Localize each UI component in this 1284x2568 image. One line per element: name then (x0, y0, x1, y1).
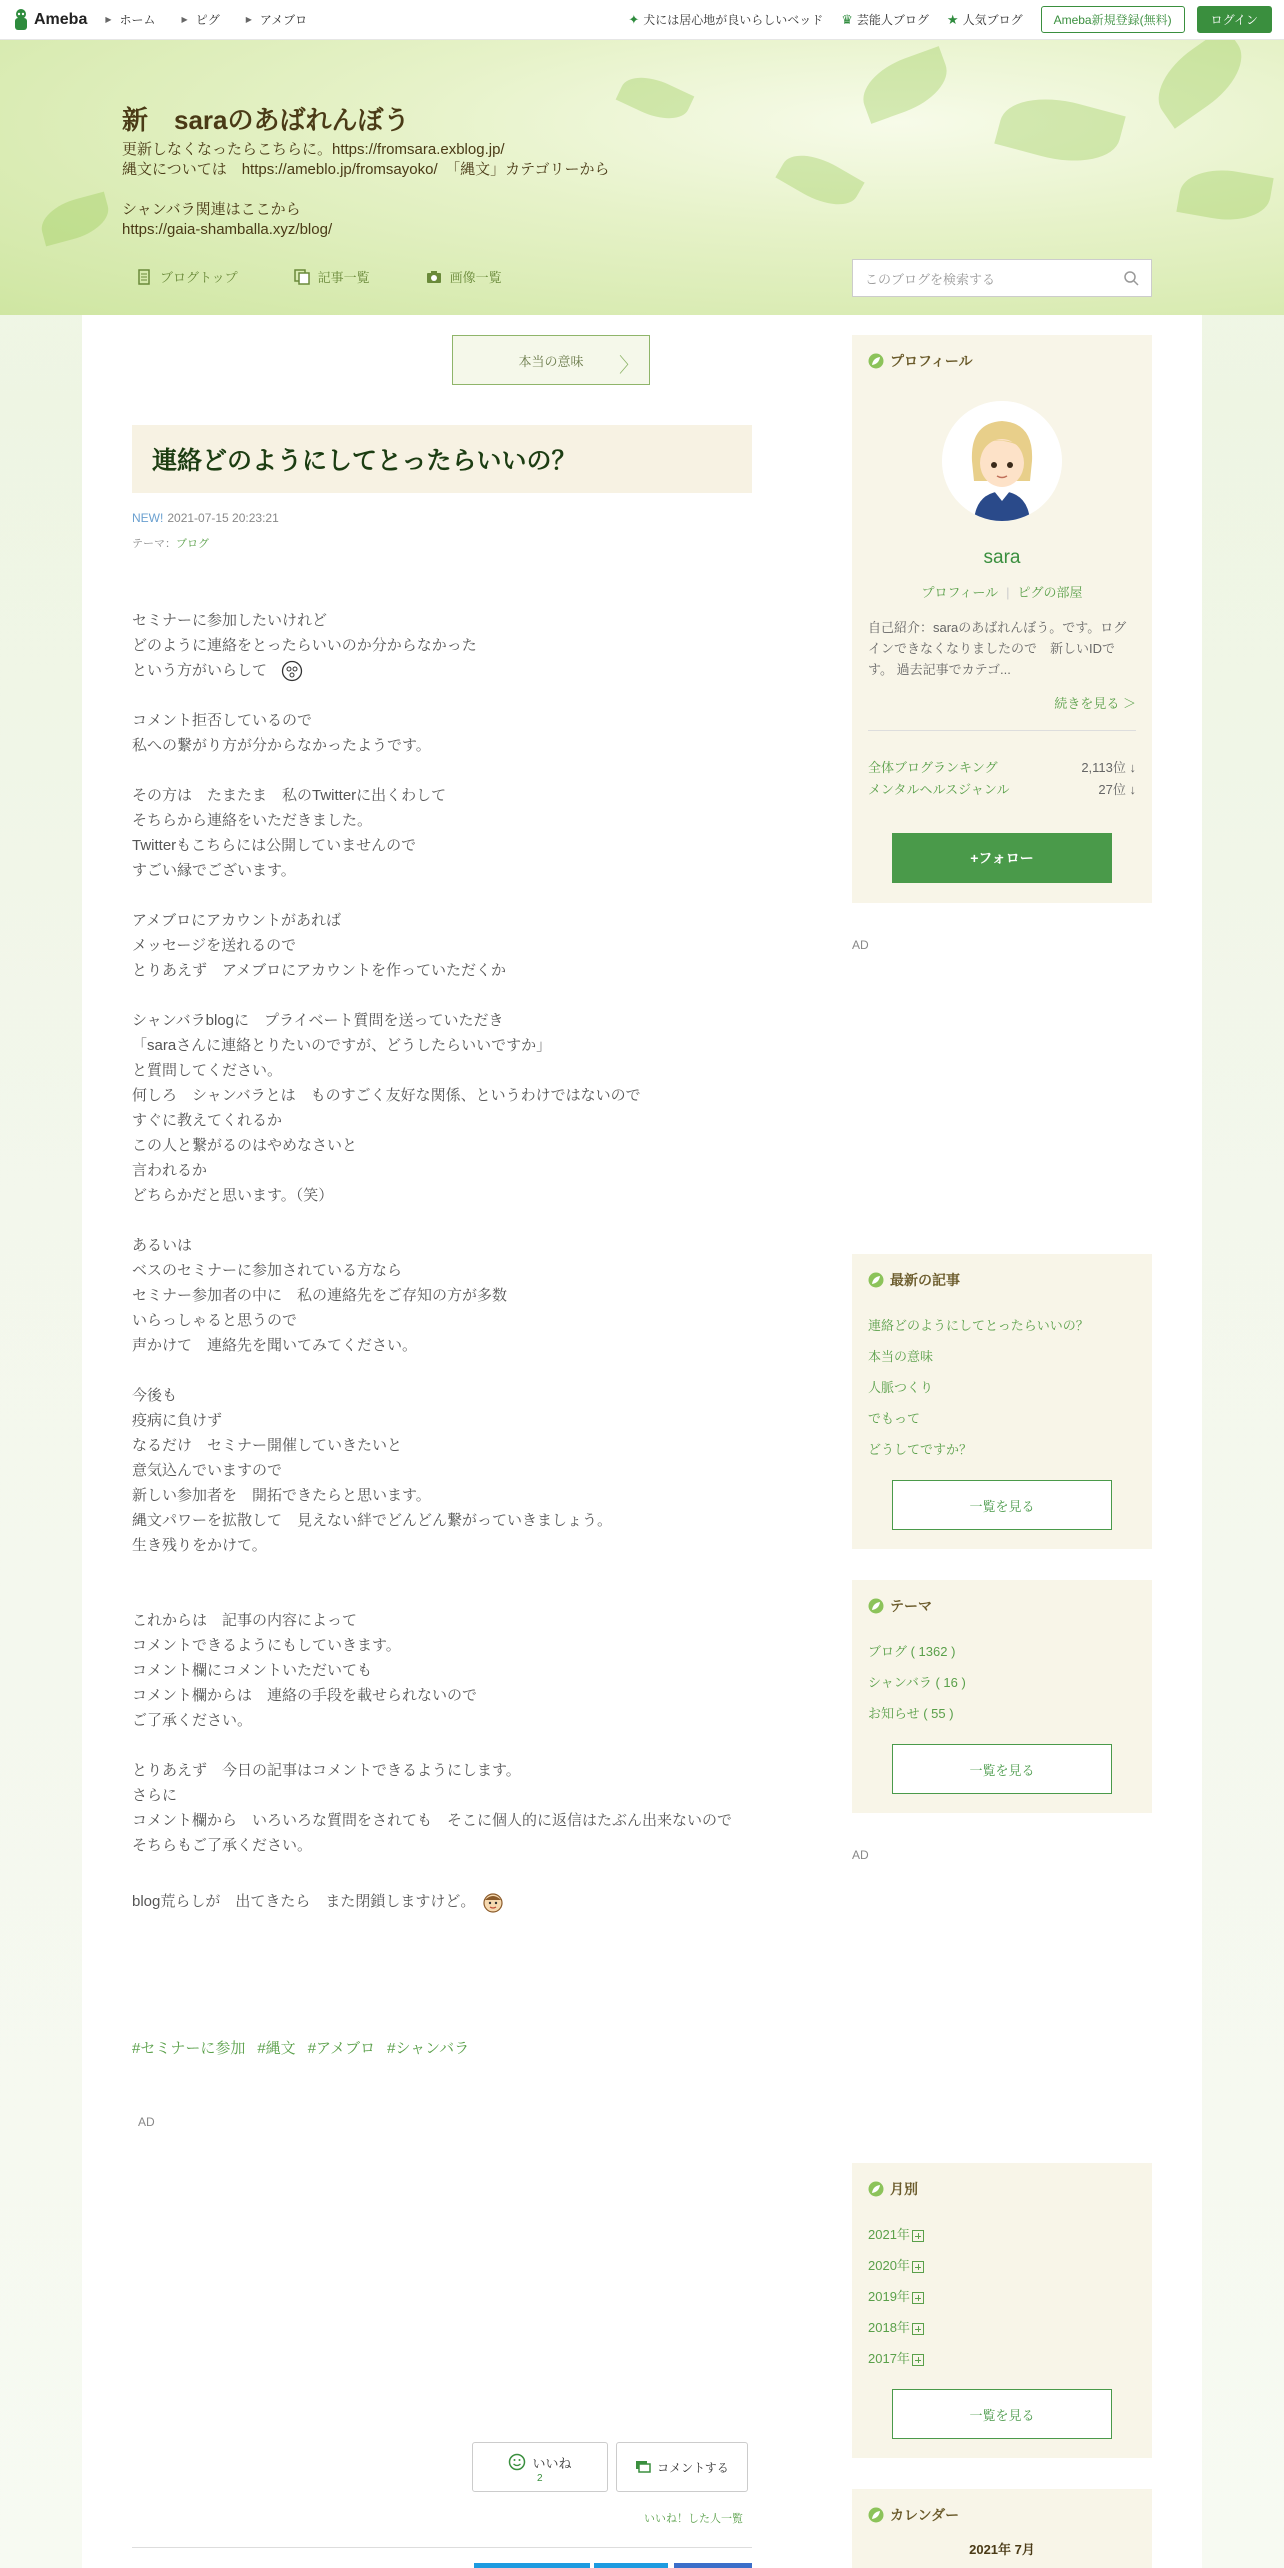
paragraph-line (132, 833, 772, 858)
monthly-archive-widget (852, 2163, 1152, 2458)
blog-header (0, 40, 1284, 315)
paragraph-line (132, 1333, 772, 1358)
ranking-value: 27位 ↓ (1098, 782, 1136, 797)
paragraph-text: とりあえず 今日の記事はコメントできるようにします。 (132, 1762, 521, 1779)
paragraph-line (132, 1408, 772, 1433)
paragraph-text: 縄文パワーを拡散して 見えない絆でどんどん繋がっていきましょう。 (132, 1512, 613, 1529)
paragraph-text: どちらかだと思います。（笑） (132, 1187, 334, 1204)
calendar-month: 2021年 7月 (969, 2542, 1035, 2557)
list-item[interactable]: 連絡どのようにしてとったらいいの？ (868, 1318, 1089, 1333)
leaf-decoration (616, 67, 695, 129)
paragraph-text: 意気込んでいますので (132, 1462, 283, 1479)
expand-icon[interactable] (912, 2230, 924, 2242)
share-button-twitter[interactable] (474, 2563, 590, 2568)
paragraph-text: シャンバラblogに プライベート質問を送っていただき (132, 1012, 504, 1029)
year-label: 2019年 (868, 2289, 910, 2304)
desc-line: シャンバラ関連はここから (122, 201, 301, 218)
list-item[interactable] (868, 2281, 924, 2312)
paragraph-text: セミナー参加者の中に 私の連絡先をご存知の方が多数 (132, 1287, 508, 1304)
global-nav (105, 11, 333, 28)
ranking-row[interactable] (868, 757, 1136, 776)
leaf-icon (868, 2181, 884, 2197)
comment-icon (635, 2459, 651, 2475)
avatar[interactable] (942, 401, 1062, 521)
list-item[interactable]: お知らせ ( 55 ) (868, 1706, 954, 1721)
paragraph-line (132, 1608, 772, 1633)
paragraph-line (132, 1008, 772, 1033)
paragraph-text: アメブロにアカウントがあれば (132, 912, 341, 929)
themes-list (868, 1636, 966, 1729)
paragraph-line (132, 1483, 772, 1508)
expand-icon[interactable] (912, 2323, 924, 2335)
tab-blog-top[interactable] (136, 267, 238, 286)
paragraph-line (132, 608, 772, 633)
paragraph-line (132, 1108, 772, 1133)
paragraph-text: コメント欄にコメントいただいても (132, 1662, 373, 1679)
chevron-right-icon: 〉 (619, 355, 639, 377)
widget-title (868, 1270, 960, 1290)
leaf-decoration (1176, 163, 1273, 228)
desc-line: 更新しなくなったらこちらに。https://fromsara.exblog.jp/ (122, 141, 505, 158)
paragraph-line (132, 658, 772, 683)
header-links (628, 6, 1284, 33)
article-meta (132, 511, 279, 525)
share-button-line[interactable] (594, 2563, 668, 2568)
paragraph-spacer (132, 1583, 772, 1608)
expand-icon[interactable] (912, 2261, 924, 2273)
leaf-icon (868, 1598, 884, 1614)
camera-icon (426, 269, 442, 285)
article-body (132, 608, 772, 1914)
tab-image-list[interactable] (426, 267, 502, 286)
paragraph-line (132, 1233, 772, 1258)
main-content (82, 315, 1202, 2568)
ameba-logo-icon (12, 8, 30, 32)
paragraph-line (132, 808, 772, 833)
monthly-list (868, 2219, 924, 2374)
paragraph-line (132, 1133, 772, 1158)
paragraph-line (132, 708, 772, 733)
paragraph-text: 生き残りをかけて。 (132, 1537, 267, 1554)
paragraph-line (132, 633, 772, 658)
paragraph-line (132, 1833, 772, 1858)
likers-list-link[interactable]: いいね！した人一覧 (644, 2513, 743, 2525)
link-label: 芸能人ブログ (856, 13, 929, 27)
theme-link[interactable]: ブログ (176, 538, 209, 550)
theme-label: テーマ： (132, 538, 176, 550)
paragraph-text: 今後も (132, 1387, 178, 1404)
login-button[interactable]: ログイン (1197, 6, 1272, 33)
desc-spacer (122, 180, 610, 200)
widget-title (868, 351, 973, 371)
paragraph-text: いらっしゃると思うので (132, 1312, 298, 1329)
paragraph-line (132, 1708, 772, 1733)
recent-posts-widget (852, 1254, 1152, 1549)
list-item[interactable]: でもって (868, 1411, 921, 1426)
paragraph-text: と質問してください。 (132, 1062, 283, 1079)
paragraph-text: その方は たまたま 私のTwitterに出くわして (132, 787, 447, 804)
paragraph-line (132, 1889, 772, 1914)
paragraph-line (132, 1308, 772, 1333)
recent-posts-list (868, 1310, 1089, 1465)
blog-tabs (136, 267, 558, 286)
paragraph-text: すごい縁でございます。 (132, 862, 296, 879)
themes-widget (852, 1580, 1152, 1813)
paragraph-line (132, 1808, 772, 1833)
paragraph-text: ご了承ください。 (132, 1712, 253, 1729)
smile-icon (508, 2453, 526, 2471)
list-item[interactable] (868, 2250, 924, 2281)
paragraph-text: すぐに教えてくれるか (132, 1112, 283, 1129)
surprised-face-icon (281, 660, 303, 682)
link-label: 犬には居心地が良いらしいベッド (643, 13, 824, 27)
share-button-facebook[interactable] (674, 2563, 752, 2568)
hashtag[interactable]: #アメブロ (307, 2040, 376, 2057)
profile-link[interactable]: プロフィール (921, 585, 999, 600)
paragraph-line (132, 1683, 772, 1708)
list-item[interactable] (868, 2343, 924, 2374)
paragraph-spacer (132, 1858, 772, 1883)
see-all-button[interactable]: 一覧を見る (892, 1480, 1112, 1530)
widget-title (868, 2179, 918, 2199)
register-button[interactable]: Ameba新規登録(無料) (1041, 6, 1185, 33)
widget-title-text: プロフィール (890, 353, 973, 369)
paragraph-spacer (132, 758, 772, 783)
nav-pigg[interactable] (182, 11, 220, 28)
expand-icon[interactable] (912, 2354, 924, 2366)
comment-label: コメントする (657, 2460, 729, 2475)
blog-description (122, 140, 610, 240)
paragraph-line (132, 1783, 772, 1808)
leaf-icon (868, 2507, 884, 2523)
paragraph-spacer (132, 1558, 772, 1583)
see-all-button[interactable]: 一覧を見る (892, 1744, 1112, 1794)
paragraph-spacer (132, 983, 772, 1008)
list-item[interactable]: ブログ ( 1362 ) (868, 1644, 956, 1659)
profile-description: 自己紹介：saraのあばれんぼう。です。ログインできなくなりましたので 新しいIDです。 過去記事でカテゴ... (868, 620, 1127, 677)
paragraph-text: とりあえず アメブロにアカウントを作っていただくか (132, 962, 506, 979)
paragraph-text: そちらから連絡をいただきました。 (132, 812, 373, 829)
paragraph-line (132, 1158, 772, 1183)
paragraph-line (132, 1433, 772, 1458)
ranking-value: 2,113位 ↓ (1081, 760, 1136, 775)
blog-search-input[interactable] (852, 259, 1152, 297)
paragraph-line (132, 1183, 772, 1208)
article-datetime: 2021-07-15 20:23:21 (167, 511, 279, 525)
paragraph-line (132, 1258, 772, 1283)
paragraph-line (132, 1533, 772, 1558)
separator: | (1006, 585, 1010, 600)
document-icon (136, 269, 152, 285)
leaf-decoration (1143, 40, 1256, 129)
paragraph-spacer (132, 883, 772, 908)
star-icon: ★ (946, 11, 959, 27)
leaf-decoration (854, 46, 956, 124)
divider (132, 2547, 752, 2548)
sparkle-icon: ✦ (628, 11, 640, 27)
ad-label: AD (852, 1848, 869, 1862)
follow-button[interactable]: +フォロー (892, 833, 1112, 883)
paragraph-text: セミナーに参加したいけれど (132, 612, 328, 629)
logo-text: Ameba (34, 10, 88, 28)
paragraph-line (132, 1083, 772, 1108)
widget-title-text: 月別 (890, 2181, 918, 2197)
popular-blog-link[interactable] (947, 11, 1023, 28)
blog-title[interactable]: 新 saraのあばれんぼう (122, 105, 410, 135)
ranking-row[interactable] (868, 779, 1136, 798)
paragraph-text: ベスのセミナーに参加されている方なら (132, 1262, 403, 1279)
leaf-icon (868, 1272, 884, 1288)
nav-label: アメブロ (259, 13, 308, 27)
nav-ameblo[interactable] (246, 11, 307, 28)
search-icon[interactable] (1123, 270, 1139, 286)
hashtag[interactable]: #縄文 (257, 2040, 296, 2057)
desc-line: 縄文については https://ameblo.jp/fromsayoko/ 「縄文」カテゴリーから (122, 161, 610, 178)
widget-title (868, 2505, 959, 2525)
paragraph-text: なるだけ セミナー開催していきたいと (132, 1437, 403, 1454)
paragraph-text: この人と繋がるのはやめなさいと (132, 1137, 358, 1154)
paragraph-spacer (132, 1208, 772, 1233)
crown-icon: ♛ (841, 11, 853, 27)
prev-article-label: 本当の意味 (518, 353, 584, 369)
widget-title-text: カレンダー (890, 2507, 960, 2523)
copy-icon (294, 269, 310, 285)
triangle-icon: ▶ (245, 15, 252, 24)
paragraph-line (132, 933, 772, 958)
paragraph-line (132, 1758, 772, 1783)
hashtag[interactable]: #セミナーに参加 (132, 2040, 246, 2057)
paragraph-text: 声かけて 連絡先を聞いてみてください。 (132, 1337, 418, 1354)
paragraph-text: Twitterもこちらには公開していませんので (132, 837, 417, 854)
paragraph-line (132, 1058, 772, 1083)
paragraph-line (132, 908, 772, 933)
desc-line: https://gaia-shamballa.xyz/blog/ (122, 221, 333, 238)
profile-widget (852, 335, 1152, 903)
article-theme (132, 535, 209, 551)
paragraph-text: コメント欄から いろいろな質問をされても そこに個人的に返信はたぶん出来ないので (132, 1812, 733, 1829)
divider (868, 730, 1136, 731)
year-label: 2018年 (868, 2320, 910, 2335)
paragraph-spacer (132, 1358, 772, 1383)
previous-article-button[interactable] (452, 335, 650, 385)
link-label: 人気ブログ (962, 13, 1023, 27)
global-header (0, 0, 1284, 40)
paragraph-text: 言われるか (132, 1162, 208, 1179)
paragraph-text: さらに (132, 1787, 178, 1804)
hashtag[interactable]: #シャンバラ (387, 2040, 470, 2057)
paragraph-text: コメント拒否しているので (132, 712, 313, 729)
paragraph-spacer (132, 683, 772, 708)
paragraph-text: コメントできるようにもしていきます。 (132, 1637, 401, 1654)
leaf-decoration (994, 85, 1125, 174)
paragraph-spacer (132, 1733, 772, 1758)
search-placeholder: このブログを検索する (865, 271, 996, 287)
paragraph-text: 新しい参加者を 開拓できたらと思います。 (132, 1487, 431, 1504)
profile-links (852, 582, 1152, 601)
year-label: 2017年 (868, 2351, 910, 2366)
nav-home[interactable] (105, 11, 155, 28)
paragraph-line (132, 1633, 772, 1658)
hashtag-list (132, 2037, 481, 2058)
widget-title (868, 1596, 932, 1616)
paragraph-line (132, 1033, 772, 1058)
tab-article-list[interactable] (294, 267, 370, 286)
article-title[interactable]: 連絡どのようにしてとったらいいの？ (132, 425, 752, 493)
widget-title-text: 最新の記事 (890, 1272, 960, 1288)
paragraph-text: そちらもご了承ください。 (132, 1837, 313, 1854)
read-more-link[interactable]: 続きを見る ＞ (1054, 696, 1136, 711)
paragraph-text: blog荒らしが 出てきたら また閉鎖しますけど。 (132, 1893, 476, 1910)
paragraph-text: メッセージを送れるので (132, 937, 297, 954)
year-label: 2021年 (868, 2227, 910, 2242)
tab-label: ブログトップ (160, 270, 238, 285)
new-badge: NEW! (132, 511, 164, 525)
paragraph-line (132, 783, 772, 808)
paragraph-text: どのように連絡をとったらいいのか分からなかった (132, 637, 477, 654)
featured-post-link[interactable] (628, 11, 823, 28)
pigg-room-link[interactable]: ピグの部屋 (1017, 585, 1083, 600)
paragraph-line (132, 1658, 772, 1683)
list-item[interactable]: シャンバラ ( 16 ) (868, 1675, 966, 1690)
paragraph-line (132, 733, 772, 758)
paragraph-text: コメント欄からは 連絡の手段を載せられないので (132, 1687, 478, 1704)
see-all-button[interactable]: 一覧を見る (892, 2389, 1112, 2439)
widget-title-text: テーマ (890, 1598, 932, 1614)
nav-label: ホーム (119, 13, 156, 27)
sweat-face-icon (481, 1890, 505, 1914)
list-item[interactable]: 人脈つくり (868, 1380, 934, 1395)
leaf-decoration (775, 143, 864, 218)
paragraph-text: 何しろ シャンバラとは ものすごく友好な関係、というわけではないので (132, 1087, 641, 1104)
paragraph-line (132, 1508, 772, 1533)
list-item[interactable]: どうしてですか？ (868, 1442, 973, 1457)
like-count: 2 (537, 2473, 543, 2484)
calendar-widget (852, 2489, 1152, 2568)
tab-label: 記事一覧 (317, 270, 370, 285)
ameba-logo[interactable] (12, 8, 87, 32)
list-item[interactable] (868, 2312, 924, 2343)
paragraph-text: これからは 記事の内容によって (132, 1612, 358, 1629)
paragraph-line (132, 958, 772, 983)
ad-label: AD (138, 2115, 155, 2129)
leaf-icon (868, 353, 884, 369)
leaf-decoration (36, 192, 113, 247)
comment-button[interactable] (616, 2442, 748, 2492)
paragraph-text: あるいは (132, 1237, 193, 1254)
list-item[interactable] (868, 2219, 924, 2250)
profile-name[interactable]: sara (983, 547, 1021, 568)
paragraph-text: という方がいらして (132, 662, 268, 679)
celebrity-blog-link[interactable] (841, 11, 929, 28)
year-label: 2020年 (868, 2258, 910, 2273)
paragraph-text: 疫病に負けず (132, 1412, 223, 1429)
like-button[interactable] (472, 2442, 608, 2492)
nav-label: ピグ (195, 13, 220, 27)
paragraph-text: 「saraさんに連絡とりたいのですが、どうしたらいいですか」 (132, 1037, 552, 1054)
triangle-icon: ▶ (181, 15, 188, 24)
ad-label: AD (852, 938, 869, 952)
paragraph-line (132, 1383, 772, 1408)
expand-icon[interactable] (912, 2292, 924, 2304)
list-item[interactable]: 本当の意味 (868, 1349, 934, 1364)
paragraph-line (132, 858, 772, 883)
paragraph-text: 私への繋がり方が分からなかったようです。 (132, 737, 431, 754)
tab-label: 画像一覧 (449, 270, 502, 285)
like-label: いいね (532, 2455, 572, 2471)
paragraph-line (132, 1458, 772, 1483)
ranking-label: メンタルヘルスジャンル (868, 782, 1010, 797)
triangle-icon: ▶ (105, 15, 112, 24)
paragraph-line (132, 1283, 772, 1308)
ranking-label: 全体ブログランキング (868, 760, 998, 775)
avatar-image (942, 401, 1062, 521)
